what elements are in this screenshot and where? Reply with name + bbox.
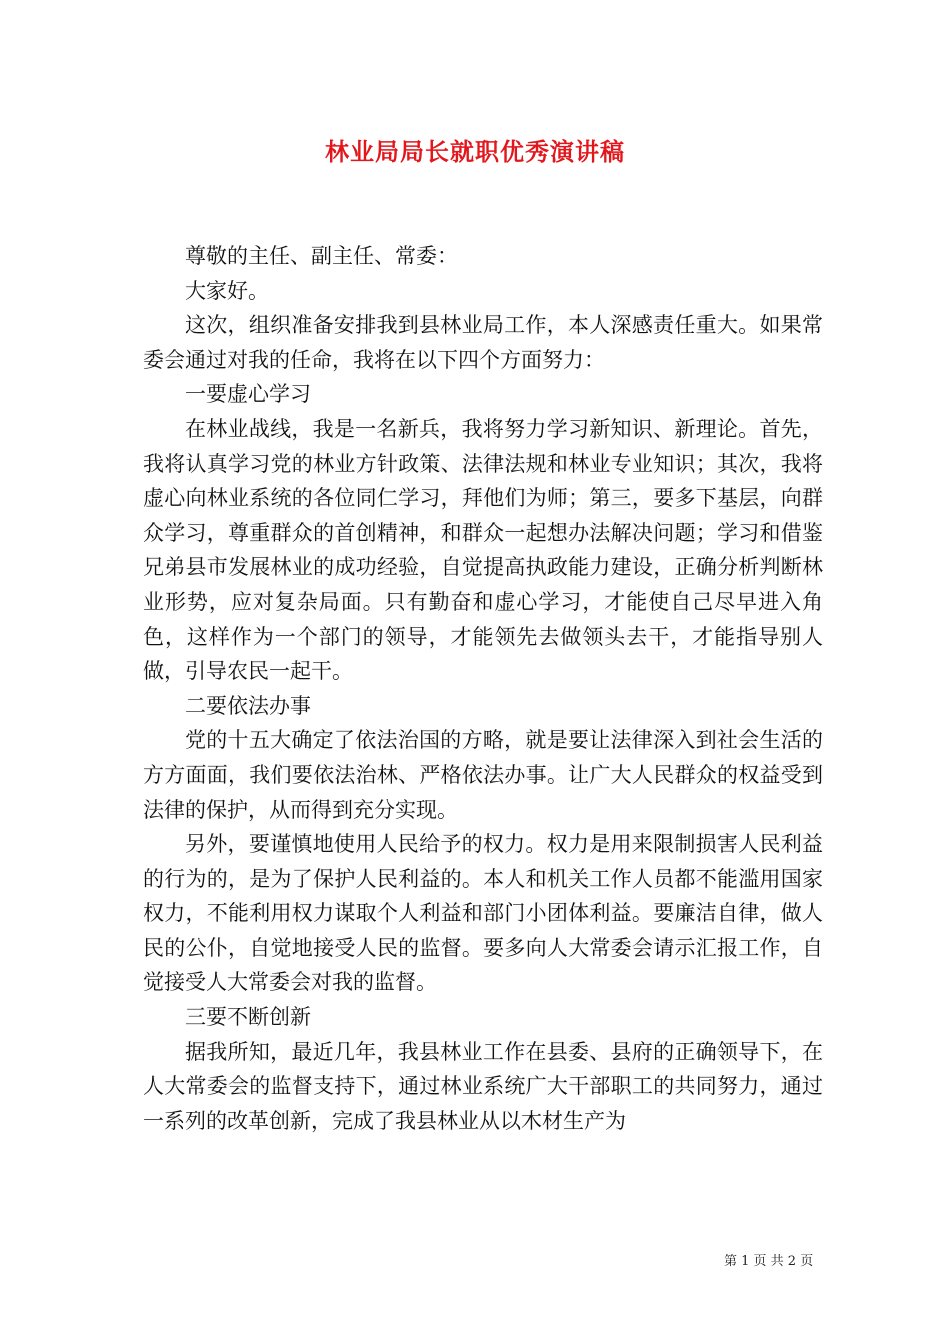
document-title: 林业局局长就职优秀演讲稿 <box>325 137 625 166</box>
paragraph-innovation: 据我所知，最近几年，我县林业工作在县委、县府的正确领导下，在人大常委会的监督支持下，通过林业系统广大干部职工的共同努力，通过一系列的改革创新，完成了我县林业从以木材生产为 <box>143 1039 823 1133</box>
paragraph-power: 另外，要谨慎地使用人民给予的权力。权力是用来限制损害人民利益的行为的，是为了保护人民利益的。本人和机关工作人员都不能滥用国家权力，不能利用权力谋取个人利益和部门小团体利益。要廉洁自律，做人民的公仆，自觉地接受人民的监督。要多向人大常委会请示汇报工作，自觉接受人大常委会对我的监督。 <box>143 832 823 995</box>
heading-innovation: 三要不断创新 <box>185 1005 311 1030</box>
heading-learning: 一要虚心学习 <box>185 382 311 407</box>
paragraph-intro: 这次，组织准备安排我到县林业局工作，本人深感责任重大。如果常委会通过对我的任命，我将在以下四个方面努力： <box>143 313 823 372</box>
heading-law: 二要依法办事 <box>185 693 311 718</box>
salutation: 尊敬的主任、副主任、常委： <box>185 244 458 268</box>
page-number-footer: 第 1 页 共 2 页 <box>724 1254 814 1269</box>
paragraph-learning: 在林业战线，我是一名新兵，我将努力学习新知识、新理论。首先，我将认真学习党的林业方针政策、法律法规和林业专业知识；其次，我将虚心向林业系统的各位同仁学习，拜他们为师；第三，要多下基层，向群众学习，尊重群众的首创精神，和群众一起想办法解决问题；学习和借鉴兄弟县市发展林业的成功经验，自觉提高执政能力建设，正确分析判断林业形势，应对复杂局面。只有勤奋和虚心学习，才能使自己尽早进入角色，这样作为一个部门的领导，才能领先去做领头去干，才能指导别人做，引导农民一起干。 <box>143 416 823 684</box>
greeting: 大家好。 <box>185 278 269 303</box>
document-body <box>143 239 823 1138</box>
paragraph-law: 党的十五大确定了依法治国的方略，就是要让法律深入到社会生活的方方面面，我们要依法治林、严格依法办事。让广大人民群众的权益受到法律的保护，从而得到充分实现。 <box>143 728 823 822</box>
